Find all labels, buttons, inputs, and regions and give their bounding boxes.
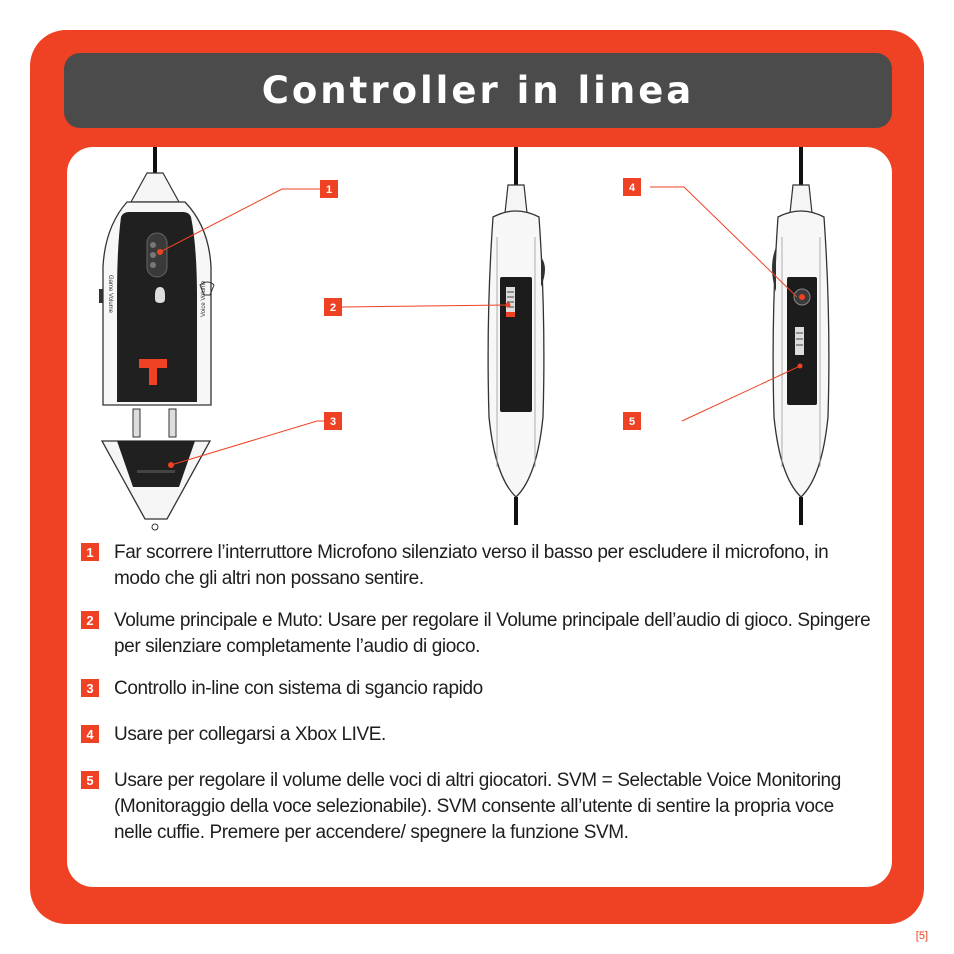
svg-text:2: 2 [329,302,337,314]
title-bar [64,53,892,128]
callout-5 [623,412,641,430]
item-text: Usare per regolare il volume delle voci di altri giocatori. SVM = Selectable Voice Monitoring (Monitoraggio della voce selezionabile). SVM consente all’utente di sentire la propria voce nelle cuffie. Premere per accendere/ spegnere la funzione SVM. [114,770,841,843]
list-item [81,608,871,660]
callout-3 [324,412,342,430]
item-number: 3 [81,679,99,697]
item-number: 2 [81,611,99,629]
callout-1 [320,180,338,198]
page-title: Controller in linea [261,69,695,112]
page-number: [5] [915,930,928,942]
svg-text:5: 5 [628,416,636,428]
item-text: Far scorrere l’interruttore Microfono silenziato verso il basso per escludere il microfono, in modo che gli altri non possano sentire. [114,542,829,589]
controller-side-view-right [772,147,829,525]
item-text: Usare per collegarsi a Xbox LIVE. [114,724,386,745]
list-item [81,540,871,592]
list-item [81,768,871,846]
svg-text:4: 4 [628,182,636,194]
game-volume-label: Game Volume [107,275,113,314]
svg-text:3: 3 [329,416,337,428]
voice-volume-label: Voice Volume [201,280,207,317]
item-number: 5 [81,771,99,789]
controller-front-view [99,147,214,530]
feature-list [81,540,871,862]
controller-side-view-left [488,147,545,525]
item-text: Controllo in-line con sistema di sgancio rapido [114,678,483,699]
item-number: 1 [81,543,99,561]
svg-text:1: 1 [325,184,333,196]
callout-2 [324,298,342,316]
list-item [81,722,871,748]
item-number: 4 [81,725,99,743]
list-item [81,676,871,702]
callout-4 [623,178,641,196]
item-text: Volume principale e Muto: Usare per regolare il Volume principale dell’audio di gioco. Spingere per silenziare completamente l’audio di gioco. [114,610,871,657]
content-panel [67,147,892,887]
controller-illustration [67,147,892,537]
